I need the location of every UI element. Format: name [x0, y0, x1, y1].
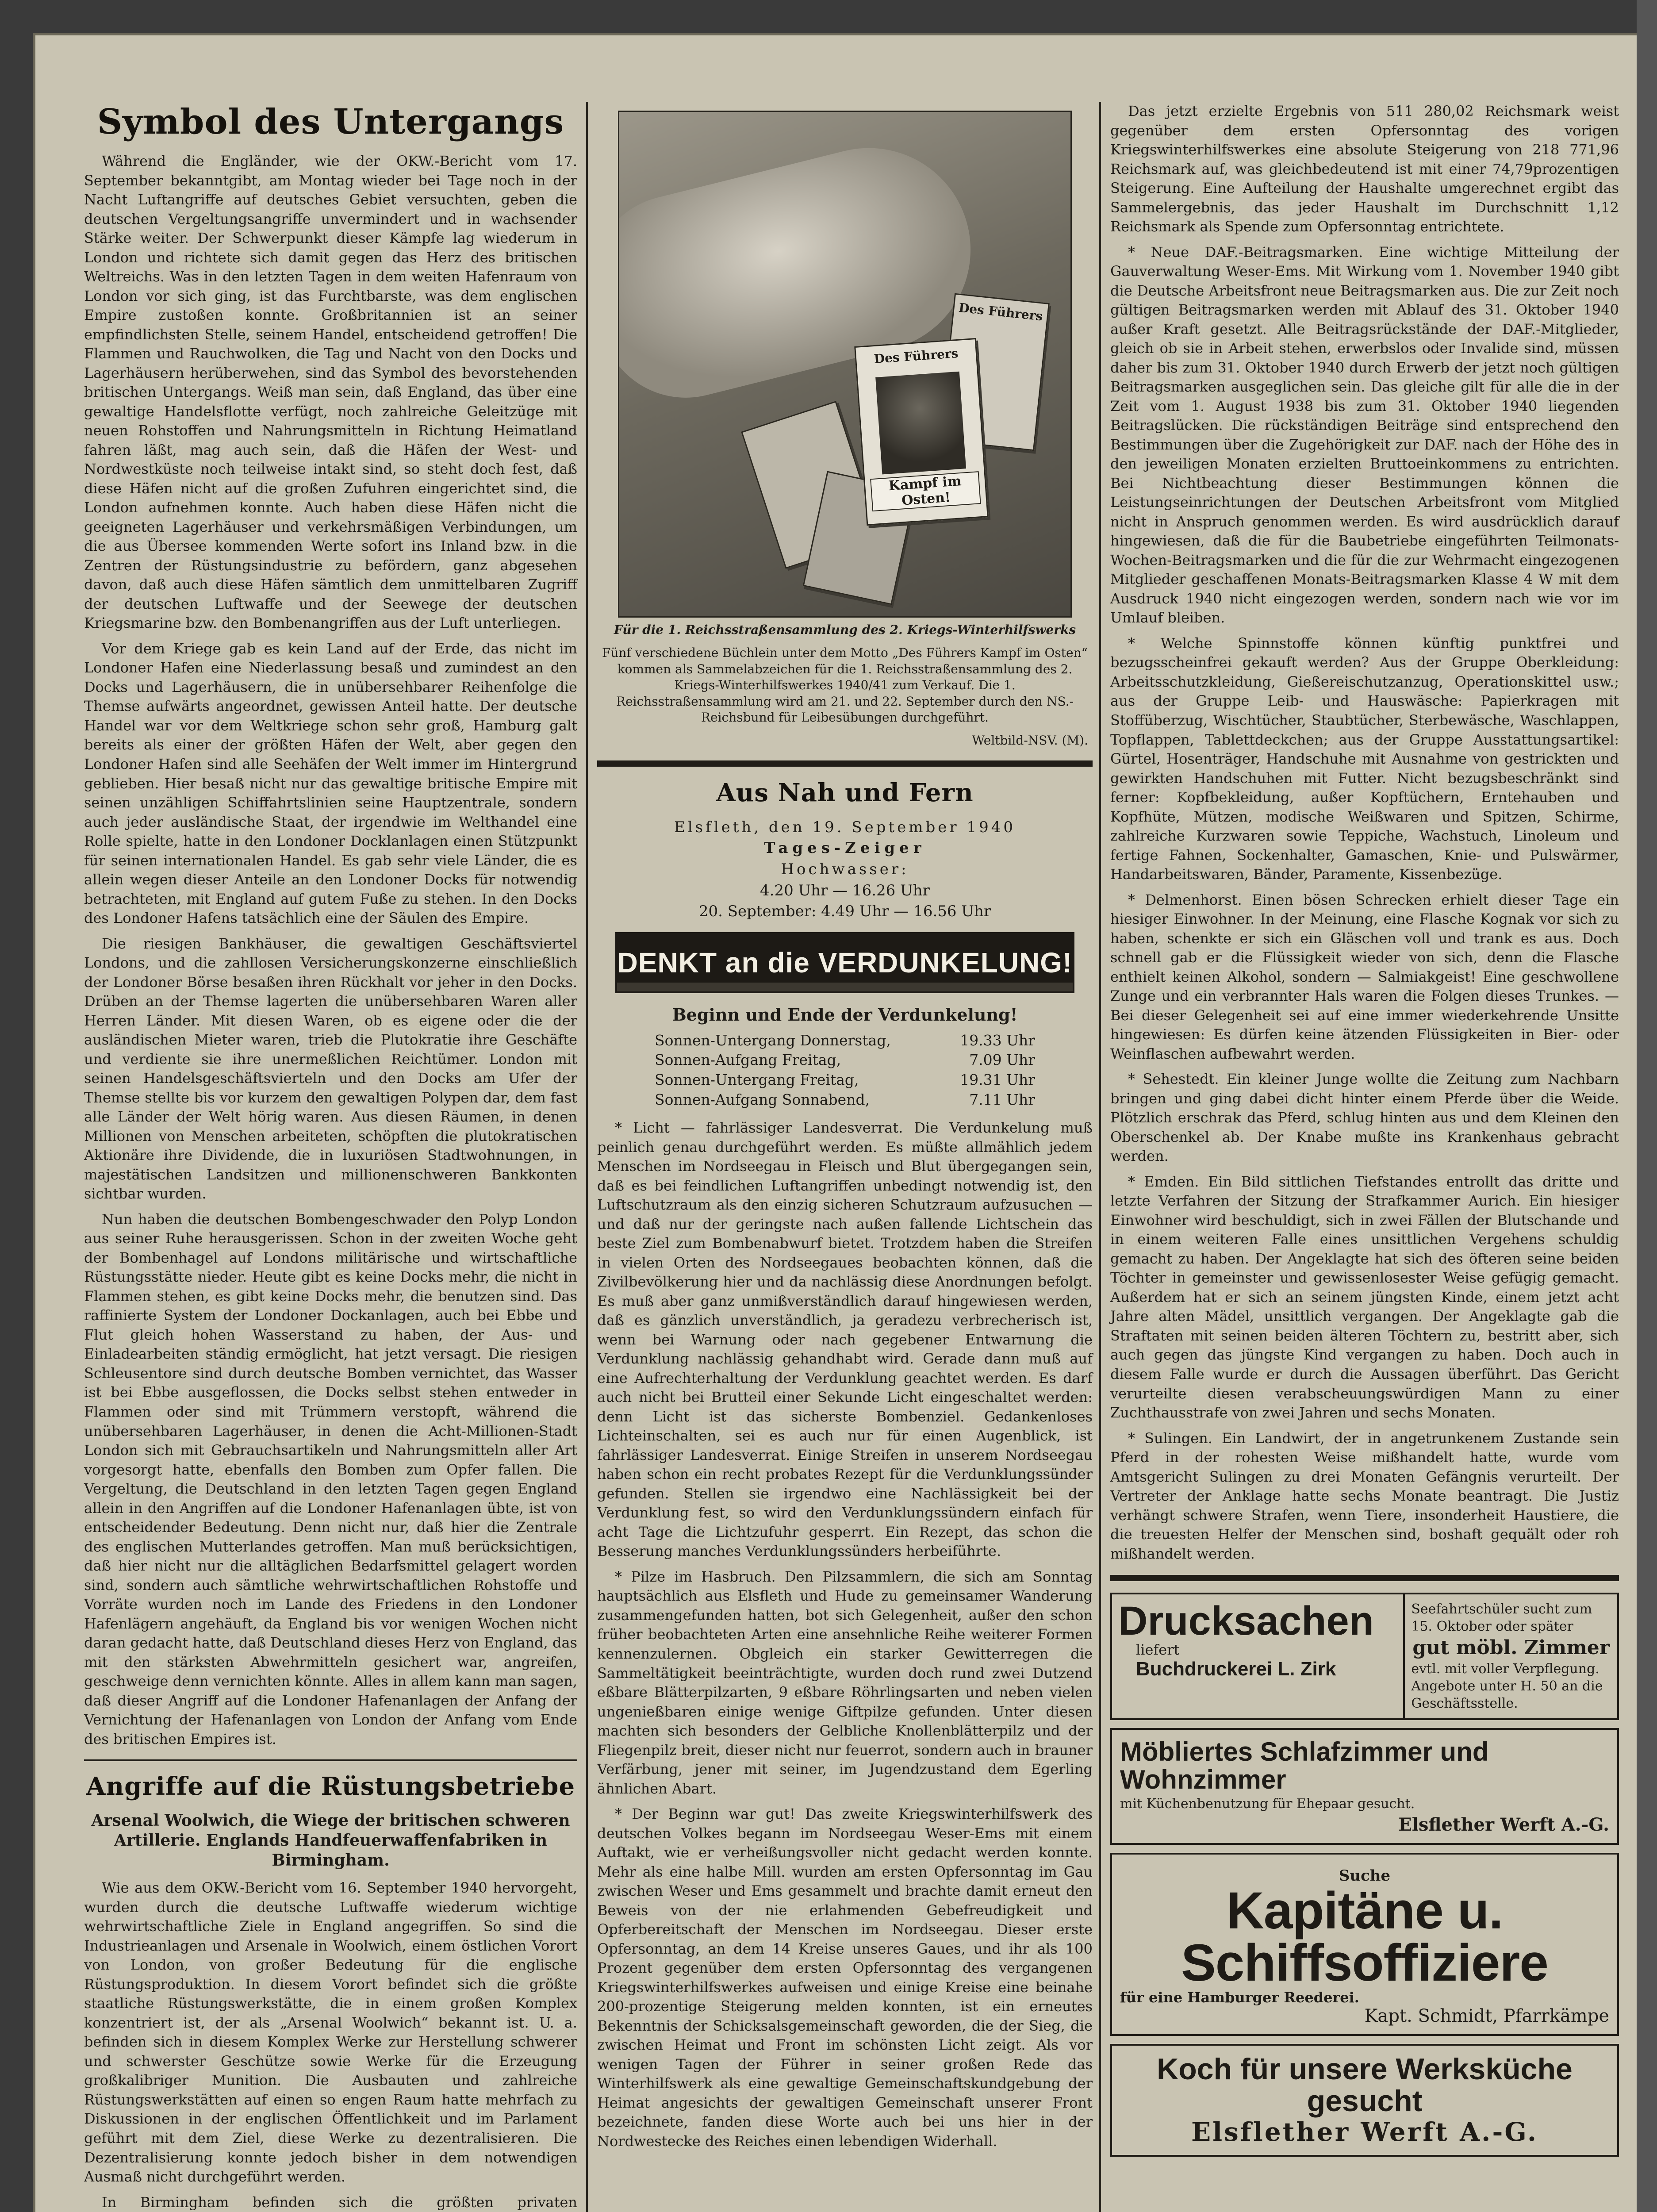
ad-text: liefert	[1136, 1641, 1180, 1659]
booklet-subtitle: Kampf im Osten!	[870, 471, 981, 511]
news-item: * Emden. Ein Bild sittlichen Tiefstandes entrollt das dritte und letzte Verfahren der Sitzung der Strafkammer Aurich. Ein hiesiger Einwohner wird beschuldigt, sich in zwei Fällen der Blutschande und in einem weiteren Falle eines unsittlichen Vergehens schuldig gemacht zu haben. Der Angeklagte hat sich des öfteren seine beiden Töchter in gemeinster und gewissenlosester Weise gefügig gemacht. Außerdem hat er sich an seinem jüngsten Kinde, einem jetzt acht Jahre alten Mädel, unsittlich vergangen. Der Angeklagte gab die Straftaten mit seinen beiden älteren Töchtern zu, bestritt aber, sich auch gegen das jüngste Kind vergangen zu haben. Doch auch in diesem Falle wurde er durch die Aussagen überführt. Das Gericht verurteilte diesen verabscheuungswürdigen Mann zu einer Zuchthausstrafe von zwei Jahren und sechs Monaten.	[1110, 1173, 1619, 1421]
article-paragraph: In Birmingham befinden sich die größten privaten	[102, 2193, 577, 2211]
high-water-label: Hochwasser:	[781, 860, 909, 878]
subheadline: Arsenal Woolwich, die Wiege der britischen schweren Artillerie. Englands Handfeuerwaffenfabriken in Birmingham.	[91, 1811, 570, 1870]
ad-room-wanted: Seefahrtschüler sucht zum 15. Oktober oder später gut möbl. Zimmer evtl. mit voller Verpflegung. Angebote unter H. 50 an die Geschäftsstelle.	[1411, 1601, 1610, 1712]
news-item: * Delmenhorst. Einen bösen Schrecken erhielt dieser Tage ein hiesiger Einwohner. In der Meinung, eine Flasche Kognak vor sich zu haben, schenkte er sich ein Gläschen voll und trank es aus. Doch schnell gab er die Flüssigkeit wieder von sich, denn die Flasche enthielt keinen Alkohol, sondern — Salmiakgeist! Eine geschwollene Zunge und ein verbrannter Hals waren die Folgen dieses Trunkes. — Bei dieser Gelegenheit sei auf eine immer wiederkehrende Unsitte hingewiesen: Es dürfen keine ätzenden Flüssigkeiten in Bier- oder Weinflaschen aufbewahrt werden.	[1110, 891, 1619, 1062]
ad-firm: Elsflether Werft A.-G.	[1191, 2117, 1538, 2147]
time-row: Sonnen-Untergang Donnerstag, 19.33 Uhr	[655, 1031, 1035, 1049]
ad-title: Möbliertes Schlafzimmer und Wohnzimmer	[1120, 1737, 1489, 1795]
headline-symbol-untergang: Symbol des Untergangs	[97, 102, 564, 142]
time-row: Sonnen-Aufgang Sonnabend, 7.11 Uhr	[655, 1091, 1035, 1108]
section-title: Aus Nah und Fern	[716, 778, 974, 807]
time-row: Sonnen-Untergang Freitag, 19.31 Uhr	[655, 1071, 1035, 1088]
news-item: * Welche Spinnstoffe können künftig punktfrei und bezugsscheinfrei gekauft werden? Aus der Gruppe Oberkleidung: Arbeitsschutzkleidung, Gießereischutzanzug, Operationskittel usw.; aus der Gruppe Leib- und Hauswäsche: Papierkragen mit Stoffüberzug, Wischtücher, Staubtücher, Sterbewäsche, Waschlappen, Topflappen, Tablettdeckchen; aus der Gruppe Ausstattungsartikel: Gürtel, Hosenträger, Handschuhe mit Ausnahme von gestrickten und gewirkten Handschuhen mit Futter. Nicht bezugsbeschränkt sind ferner: Kopfbekleidung, außer Kopftüchern, Erntehauben und Kopfhüte, Mützen, modische Weißwaren und Spitzen, Schirme, zahlreiche Kurzwaren sowie Teppiche, Wachstuch, Linoleum und fertige Fahnen, Sockenhalter, Gamaschen, Knie- und Pulswärmer, Handarbeitswaren, Bänder, Paramente, Kissenbezüge.	[1110, 634, 1619, 883]
ad-kapitaene	[1110, 1853, 1619, 2036]
news-item: * Neue DAF.-Beitragsmarken. Eine wichtige Mitteilung der Gauverwaltung Weser-Ems. Mit Wirkung vom 1. November 1940 gibt die Deutsche Arbeitsfront neue Beitragsmarken aus. Die zur Zeit noch gültigen Beitragsmarken werden mit Ablauf des 31. Oktober 1940 außer Kraft gesetzt. Alle Beitragsrückstände der DAF.-Mitglieder, gleich ob sie in Arbeit stehen, erwerbslos oder Invalide sind, müssen daher bis zum 31. Oktober 1940 durch Erwerb der jetzt noch gültigen Beitragsmarken ausgeglichen sein. Das gleiche gilt für alle die in der Zeit vom 1. August 1938 bis zum 31. Oktober 1940 liegenden Beitragslücken. Die rückständigen Beiträge sind entsprechend den Bestimmungen über die Zugehörigkeit zur DAF. nach der Höhe des in den jeweiligen Monaten erzielten Bruttoeinkommens zu entrichten. Bei Nichtbeachtung dieser Bestimmungen können die Leistungseinrichtungen der Deutschen Arbeitsfront vom Mitglied nicht in Anspruch genommen werden. Es wird ausdrücklich darauf hingewiesen, daß die für die Baubetriebe eingeführten Teilmonats-Wochen-Beitragsmarken und die für die zur Wehrmacht eingezogenen Mitglieder geschaffenen Monats-Beitragsmarken Klasse 4 W mit dem Ausdruck 1940 nicht eingezogen werden, sondern nach wie vor im Umlauf bleiben.	[1110, 243, 1619, 626]
column-right	[1110, 102, 1619, 2165]
divider	[597, 760, 1093, 767]
column-middle	[597, 102, 1093, 2157]
blackout-banner: DENKT an die VERDUNKELUNG!	[615, 932, 1074, 993]
ad-title: Koch für unsere Werksküche gesucht	[1157, 2052, 1573, 2118]
dateline: Elsfleth, den 19. September 1940	[674, 818, 1016, 836]
news-item: * Sulingen. Ein Landwirt, der in angetrunkenem Zustande sein Pferd in der rohesten Weise mißhandelt hatte, wurde vom Amtsgericht Sulingen zu drei Monaten Gefängnis verurteilt. Der Vertreter der Anklage hatte sechs Monate beantragt. Die Justiz verhängt schwere Strafen, wenn Tiere, insonderheit Haustiere, die die treuesten Helfer der Menschen sind, boshaft gequält oder roh mißhandelt werden.	[1110, 1429, 1619, 1562]
ad-title: Kapitäne u. Schiffsoffiziere	[1181, 1882, 1548, 1993]
ad-firm: Buchdruckerei L. Zirk	[1136, 1658, 1336, 1680]
article-paragraph: Die riesigen Bankhäuser, die gewaltigen Geschäftsviertel Londons, und die zahllosen Versicherungskonzerne einschließlich der Londoner Börse besaßen ihren Rückhalt vor jeher in den Docks. Drüben an der Themse lagerten die unübersehbaren Waren aller Herren Länder. Mit diesen Waren, ob es eigene oder die der ausländischen Mieter waren, trieb die Plutokratie ihre Geschäfte und verdiente sie ihre unermeßlichen Reichtümer. London mit seinen Handelsgeschäftsvierteln und den Docks am Ufer der Themse stellte bis vor kurzem den gewaltigen Polypen dar, dem fast alle Länder der Welt hörig waren. Aus diesen Räumen, in denen Millionen von Menschen arbeiteten, schöpften die plutokratischen Aktionäre ihre Dividende, die in luxuriösen Stadtwohnungen, in majestätischen Landsitzen und millionenschweren Bankkonten sichtbar wurden.	[84, 935, 577, 1202]
column-divider	[586, 102, 588, 2212]
high-water-today: 4.20 Uhr — 16.26 Uhr	[760, 881, 930, 899]
ad-firm: Kapt. Schmidt, Pfarrkämpe	[1364, 2006, 1609, 2027]
column-divider	[1099, 102, 1101, 2212]
article-paragraph: Vor dem Kriege gab es kein Land auf der Erde, das nicht im Londoner Hafen eine Niederlassung besaß und zumindest an den Docks und Lagerhäusern, die in unübersehbarer Reihenfolge die Themse aufwärts angeordnet, gewissen Anteil hatte. Der deutsche Handel war vor dem Weltkriege schon sehr groß, Hamburg galt bereits als einer der größten Häfen der Welt, aber gegen den Londoner Hafen sind alle Seehäfen der Welt immer im Hintergrund geblieben. Hier besaß nicht nur das gewaltige britische Empire mit seinen unzähligen Schiffahrtslinien seine Hauptzentrale, sondern auch jeder ausländische Staat, der irgendwie im Welthandel eine Rolle spielte, hatte in den Londoner Docklanlagen einen Stützpunkt für seinen internationalen Handel. Es gab sehr viele Länder, die es allein wegen dieser Anteile an den Londoner Docks für notwendig betrachteten, mit England auf gutem Fuße zu stehen. In den Docks des Londoner Hafens tatsächlich eine der Säulen des Empire.	[84, 640, 577, 927]
ad-koch	[1110, 2044, 1619, 2157]
news-item: * Sehestedt. Ein kleiner Junge wollte die Zeitung zum Nachbarn bringen und ging dabei dicht hinter einem Pferde über die Weide. Plötzlich erschrak das Pferd, schlug hinten aus und dem Kleinen den Oberschenkel ab. Der Knabe mußte ins Krankenhaus gebracht werden.	[1110, 1071, 1619, 1165]
photo-caption: Fünf verschiedene Büchlein unter dem Motto „Des Führers Kampf im Osten“ kommen als Sammelabzeichen für die 1. Reichsstraßensammlung des 2. Kriegs-Winterhilfswerkes 1940/41 zum Verkauf. Die 1. Reichsstraßensammlung wird am 21. und 22. September durch den NS.-Reichsbund für Leibesübungen durchgeführt.	[602, 645, 1088, 725]
time-row: Sonnen-Aufgang Freitag, 7.09 Uhr	[655, 1051, 1035, 1069]
booklet-portrait	[854, 338, 989, 526]
booklet-title: Des Führers	[958, 300, 1043, 324]
column-left	[84, 102, 577, 2212]
blackout-title: Beginn und Ende der Verdunkelung!	[672, 1004, 1018, 1025]
press-photo	[618, 111, 1072, 618]
news-item: Das jetzt erzielte Ergebnis von 511 280,02 Reichsmark weist gegenüber dem ersten Opfersonntag des vorigen Kriegswinterhilfswerkes eine absolute Steigerung von 218 771,96 Reichsmark auf, was gleichbedeutend ist mit einer 74,79prozentigen Steigerung. Eine Aufteilung der Haushalte umgerechnet ergibt das Sammelergebnis, das jeder Haushalt im Durchschnitt 1,12 Reichsmark als Spende zum Opfersonntag entrichtete.	[1110, 103, 1619, 235]
photo-caption-title: Für die 1. Reichsstraßensammlung des 2. Kriegs-Winterhilfswerks	[614, 622, 1076, 637]
blackout-times	[655, 1031, 1035, 1110]
ad-firm: Elsflether Werft A.-G.	[1398, 1814, 1609, 1836]
ad-moebliertes-zimmer	[1110, 1728, 1619, 1845]
news-item: * Der Beginn war gut! Das zweite Kriegswinterhilfswerk des deutschen Volkes begann im Nordseegau Weser-Ems mit einem Auftakt, wie er verheißungsvoller nicht gedacht werden konnte. Mehr als eine halbe Mill. wurden am ersten Opfersonntag im Gau zwischen Weser und Ems gesammelt und brachte damit erneut den Beweis von der nie erlahmenden Gebefreudigkeit und Opferbereitschaft der Menschen im Nordseegau. Dieser erste Opfersonntag, an dem 14 Kreise unseres Gaues, und ihr als 100 Prozent gegenüber dem ersten Opfersonntag des vergangenen Kriegswinterhilfswerkes aufweisen und einige Kreise eine beinahe 200-prozentige Steigerung melden konnten, ist ein erneutes Bekenntnis der Schicksalsgemeinschaft geworden, die der Sieg, die zwischen Heimat und Front im schönsten Licht zeigt. Als vor wenigen Tagen der Führer in seiner großen Rede das Winterhilfswerk als eine gewaltige Gemeinschaftskundgebung der Heimat angesichts der gewaltigen Gemeinschaft unserer Front bezeichnete, fanden diese Worte auch bei uns hier in der Nordwestecke des Reiches einen lebendigen Widerhall.	[597, 1805, 1093, 2150]
booklet-title: Des Führers	[873, 346, 959, 367]
high-water-tomorrow: 20. September: 4.49 Uhr — 16.56 Uhr	[698, 902, 991, 921]
ad-kicker: Suche	[1339, 1867, 1391, 1885]
article-paragraph: Während die Engländer, wie der OKW.-Bericht vom 17. September bekanntgibt, am Montag wieder bei Tage noch in der Nacht Luftangriffe auf deutsches Gebiet versuchten, geben die deutschen Vergeltungsangriffe unvermindert und in wachsender Stärke weiter. Der Schwerpunkt dieser Kämpfe lag wiederum in London und richtete sich damit gegen das Herz des britischen Weltreichs. Was in den letzten Tagen in dem weiten Hafenraum von London vor sich ging, ist das Furchtbarste, was dem englischen Empire zustoßen konnte. Großbritannien ist an seiner empfindlichsten Stelle, seinem Handel, entscheidend getroffen! Die Flammen und Rauchwolken, die Tag und Nacht von den Docks und Lagerhäusern herüberwehen, sind das Symbol des bevorstehenden britischen Untergangs. Weiß man sein, daß England, das über eine gewaltige Handelsflotte verfügt, noch zahlreiche Geleitzüge mit neuen Rohstoffen und Nahrungsmitteln in Richtung Heimatland fahren läßt, mag auch sein, daß die Häfen der West- und Nordwestküste noch teilweise intakt sind, so steht doch fest, daß diese Häfen nicht auf die großen Zufuhren eingerichtet sind, die London aufnehmen konnte. Auch haben diese Häfen nicht die geeigneten Lagerhäuser und verkehrsmäßigen Verbindungen, um die aus Übersee kommenden Werte sofort ins Inland bzw. in die Zentren der Rüstungsindustrie zu befördern, ganz abgesehen davon, daß auch diese Häfen sämtlich dem unmittelbaren Zugriff der deutschen Luftwaffe und der Seewege der deutschen Kriegsmarine bzw. den Bombenangriffen aus der Luft unterliegen.	[84, 153, 577, 632]
news-item: * Licht — fahrlässiger Landesverrat. Die Verdunkelung muß peinlich genau durchgeführt werden. Es müßte allmählich jedem Menschen im Nordseegau in Fleisch und Blut übergegangen sein, daß es bei feindlichen Luftangriffen unbedingt notwendig ist, den Luftschutzraum als den einzig sicheren Schutzraum aufzusuchen — und daß nur der geringste nach außen fallende Lichtschein das beste Ziel zum Bombenabwurf bietet. Trotzdem haben die Streifen in vielen Orten des Nordseegaues beobachten können, daß die Zivilbevölkerung hier und da nachlässig diese Anordnungen befolgt. Es muß aber ganz unmißverständlich darauf hingewiesen werden, daß es gänzlich unverständlich, ja geradezu verbrecherisch ist, wenn bei Warnung oder nach gegebener Entwarnung die Verdunklung nachlässig gehandhabt wird. Gerade dann muß auf eine Aufrechterhaltung der Verdunklung geachtet werden. Es darf auch nicht bei Brutteil einer Sekunde Licht eingeschaltet werden: denn Licht ist das sicherste Bombenziel. Gedankenloses Lichteinschalten, sei es auch nur für einen Augenblick, ist fahrlässiger Landesverrat. Einige Streifen in unserem Nordseegau haben schon ein recht probates Rezept für die Verdunklungssünder gefunden. Stellen sie irgendwo eine Nachlässigkeit bei der Verdunklung fest, so wird den Verdunklungssündern einfach für acht Tage die Lichtzufuhr gesperrt. Ein Rezept, das schon die Besserung manches Verdunklungssünders herbeiführte.	[597, 1119, 1093, 1560]
ad-text: mit Küchenbenutzung für Ehepaar gesucht.	[1120, 1796, 1415, 1812]
ad-text: für eine Hamburger Reederei.	[1120, 1989, 1359, 2006]
newspaper-page	[35, 35, 1637, 2212]
headline-ruestungsbetriebe: Angriffe auf die Rüstungsbetriebe	[86, 1772, 575, 1801]
article-paragraph: Wie aus dem OKW.-Bericht vom 16. September 1940 hervorgeht, wurden durch die deutsche Luftwaffe wiederum wichtige wehrwirtschaftliche Ziele in England angegriffen. So sind die Industrieanlagen und Arsenale in Woolwich, einem östlichen Vorort von London, von großer Bedeutung für die englische Rüstungsproduktion. In diesem Vorort befindet sich die größte staatliche Rüstungswerkstätte, die in einem großen Komplex konzentriert ist, der als „Arsenal Woolwich“ bekannt ist. U. a. befinden sich in diesem Komplex Werke zur Herstellung schwerer und schwerster Geschütze sowie Werke für die Erzeugung großkalibriger Munition. Die Ausbauten und zahlreiche Rüstungswerkstätten auf einen so engen Raum hatte mehrfach zu Diskussionen in der englischen Öffentlichkeit und im Parlament geführt mit dem Ziel, diese Werke zu dezentralisieren. Die Dezentralisierung konnte jedoch bisher in dem notwendigen Ausmaß nicht durchgeführt werden.	[84, 1879, 577, 2185]
ad-title: Drucksachen	[1118, 1598, 1374, 1644]
portrait-image	[875, 372, 966, 475]
tide-header: Tages-Zeiger	[764, 839, 926, 857]
divider	[1110, 1575, 1619, 1581]
ad-drucksachen	[1110, 1593, 1619, 1720]
scan-edge	[1637, 0, 1657, 2212]
photo-credit: Weltbild-NSV. (M).	[972, 733, 1088, 748]
news-item: * Pilze im Hasbruch. Den Pilzsammlern, die sich am Sonntag hauptsächlich aus Elsfleth und Hude zu gemeinsamer Wanderung zusammengefunden hatten, bot sich Gelegenheit, außer den schon früher beobachteten Arten eine ansehnliche Reihe weiterer Formen kennenzulernen. Obgleich ein starker Gewitterregen die Sammeltätigkeit beeinträchtigte, wurden doch rund zwei Dutzend eßbare Blätterpilzarten, 9 eßbare Röhrlingsarten und neben vielen ungenießbaren einige wenige Giftpilze gefunden. Unter diesen machten sich besonders der Gelbliche Knollenblätterpilz und der Fliegenpilz breit, dieser nicht nur feuerrot, sondern auch in brauner Verfärbung, jener mit seiner, im Jugendzustand dem Egerling ähnlichen Abart.	[597, 1568, 1093, 1797]
divider	[84, 1759, 577, 1761]
article-paragraph: Nun haben die deutschen Bombengeschwader den Polyp London aus seiner Ruhe herausgerissen. Schon in der zweiten Woche geht der Bombenhagel auf Londons militärische und wirtschaftliche Rüstungsstätte nieder. Heute gibt es keine Docks mehr, die nicht in Flammen stehen, es gibt keine Docks mehr, die benutzen sind. Das raffinierte System der Londoner Dockanlagen, auch bei Ebbe und Flut gleich hohen Wasserstand zu haben, der Aus- und Einladearbeiten ständig ermöglicht, hat jetzt versagt. Die riesigen Schleusentore sind durch deutsche Bomben vernichtet, das Wasser ist bei Ebbe ausgeflossen, die Docks selbst stehen entweder in Flammen oder sind mit Trümmern verstopft, während die unübersehbaren Lagerhäuser, in denen die Acht-Millionen-Stadt London sich mit Gebrauchsartikeln und Nahrungsmitteln aller Art vorgesorgt hatte, ebenfalls den Bomben zum Opfer fallen. Die Vergeltung, die Deutschland in den letzten Tagen gegen England allein in den Angriffen auf die Londoner Hafenanlagen übte, ist von entscheidender Bedeutung. Denn nicht nur, daß hier die Zentrale des englischen Mutterlandes getroffen. Man muß berücksichtigen, daß hier nicht nur die alltäglichen Bedarfsmittel gelagert worden sind, sondern auch sämtliche wehrwirtschaftlichen Rohstoffe und Vorräte wurden noch im Lande des Friedens in den Londoner Hafenlägern angehäuft, da England bis vor wenigen Wochen nicht daran gedacht hatte, daß Deutschland dieses Herz von England, das mit den stärksten Abwehrmitteln gesichert war, angreifen, geschweige denn vernichten könnte. Alles in allem kann man sagen, daß dieser Angriff auf die Londoner Hafenanlagen der Anfang der Vernichtung der Hafenanlagen von London der Anfang vom Ende des britischen Empires ist.	[84, 1210, 577, 1747]
